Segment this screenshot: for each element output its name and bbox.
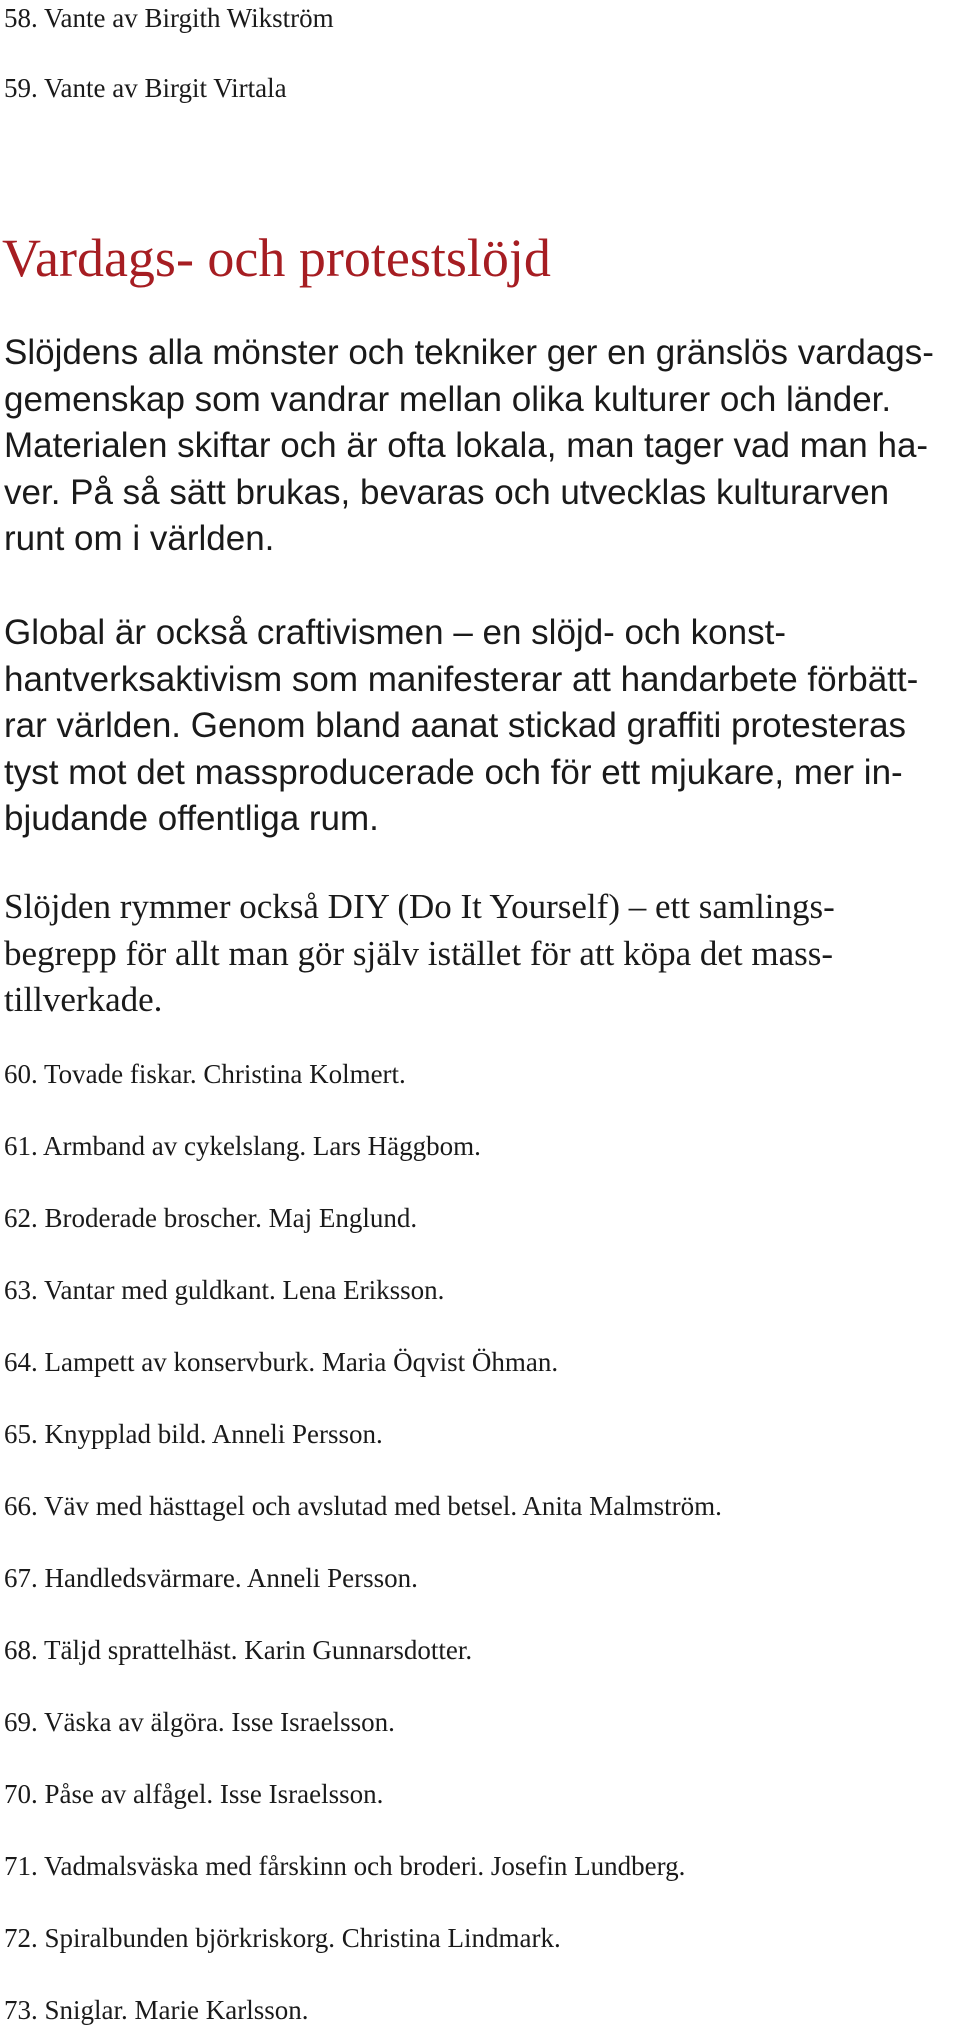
paragraph-line: begrepp för allt man gör själv istället för att köpa det mass- — [4, 933, 834, 973]
caption-62: 62. Broderade broscher. Maj Englund. — [4, 1203, 418, 1233]
paragraph-line: gemenskap som vandrar mellan olika kulturer och länder. — [4, 379, 892, 419]
caption-59: 59. Vante av Birgit Virtala — [4, 73, 287, 103]
caption-58: 58. Vante av Birgith Wikström — [4, 3, 334, 33]
caption-68: 68. Täljd sprattelhäst. Karin Gunnarsdotter. — [4, 1635, 473, 1665]
caption-65: 65. Knypplad bild. Anneli Persson. — [4, 1419, 383, 1449]
paragraph-craftivism — [4, 610, 954, 843]
caption-69: 69. Väska av älgöra. Isse Israelsson. — [4, 1707, 395, 1737]
paragraph-line: bjudande offentliga rum. — [4, 799, 379, 838]
caption-66: 66. Väv med hästtagel och avslutad med betsel. Anita Malmström. — [4, 1491, 722, 1521]
paragraph-diy — [4, 884, 954, 1024]
paragraph-line: Slöjden rymmer också DIY (Do It Yourself) – ett samlings- — [4, 887, 835, 926]
section-heading: Vardags- och protestslöjd — [2, 228, 551, 288]
paragraph-line: ver. På så sätt brukas, bevaras och utvecklas kulturarven — [4, 472, 890, 512]
caption-72: 72. Spiralbunden björkriskorg. Christina Lindmark. — [4, 1923, 561, 1953]
paragraph-line: Materialen skiftar och är ofta lokala, man tager vad man ha- — [4, 426, 929, 465]
paragraph-line: tyst mot det massproducerade och för ett mjukare, mer in- — [4, 752, 903, 792]
paragraph-line: hantverksaktivism som manifesterar att handarbete förbätt- — [4, 659, 919, 699]
paragraph-line: Slöjdens alla mönster och tekniker ger en gränslös vardags- — [4, 333, 934, 372]
paragraph-vardagsgemenskap — [4, 330, 954, 563]
caption-70: 70. Påse av alfågel. Isse Israelsson. — [4, 1779, 384, 1809]
caption-64: 64. Lampett av konservburk. Maria Öqvist Öhman. — [4, 1347, 559, 1377]
paragraph-line: runt om i världen. — [4, 519, 275, 558]
caption-63: 63. Vantar med guldkant. Lena Eriksson. — [4, 1275, 445, 1305]
paragraph-line: Global är också craftivismen – en slöjd- och konst- — [4, 613, 786, 652]
caption-73: 73. Sniglar. Marie Karlsson. — [4, 1995, 309, 2025]
paragraph-line: rar världen. Genom bland aanat stickad graffiti protesteras — [4, 706, 907, 745]
caption-67: 67. Handledsvärmare. Anneli Persson. — [4, 1563, 418, 1593]
caption-71: 71. Vadmalsväska med fårskinn och broderi. Josefin Lundberg. — [4, 1851, 686, 1881]
paragraph-line: tillverkade. — [4, 980, 163, 1019]
caption-61: 61. Armband av cykelslang. Lars Häggbom. — [4, 1131, 481, 1161]
caption-60: 60. Tovade fiskar. Christina Kolmert. — [4, 1059, 406, 1089]
